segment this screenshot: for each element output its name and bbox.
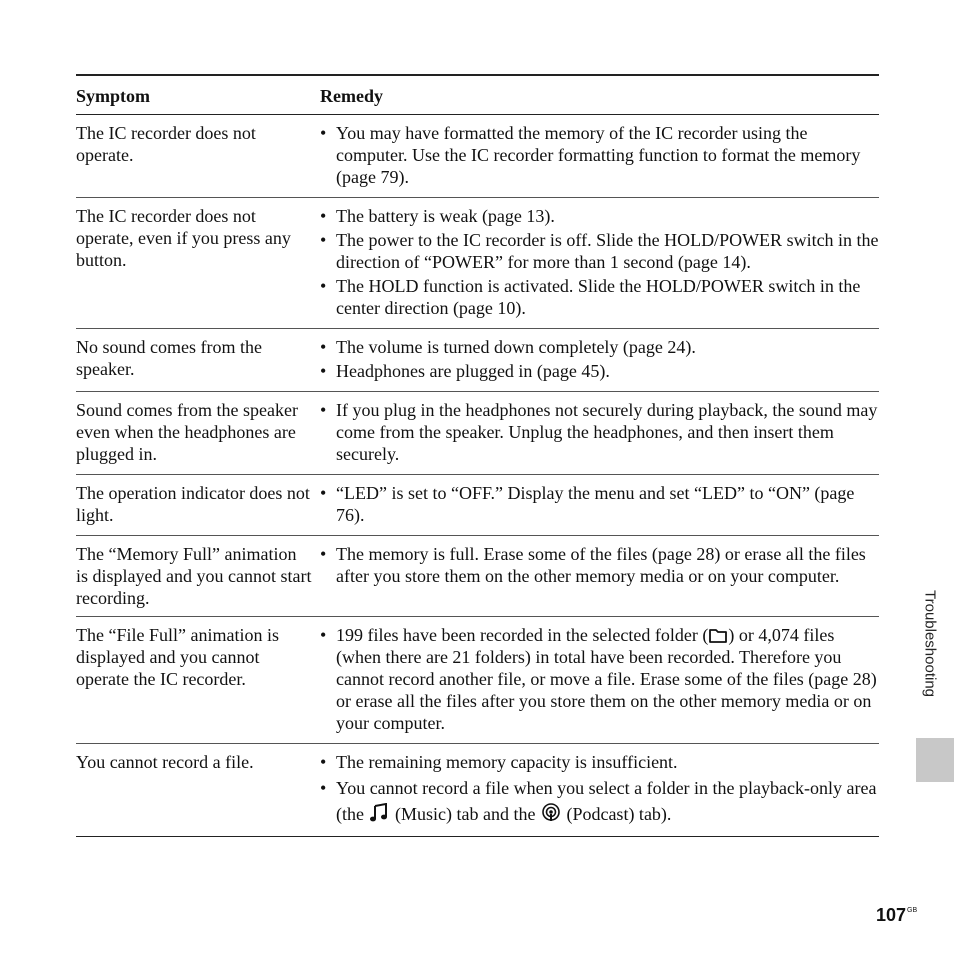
table-row: [76, 536, 879, 617]
symptom-cell: The IC recorder does not operate.: [76, 123, 256, 165]
remedy-item: • If you plug in the headphones not securely during playback, the sound may come from the speaker. Unplug the headphones, and then insert them securely.: [320, 399, 879, 465]
remedy-item: • The volume is turned down completely (page 24).: [320, 336, 879, 358]
remedy-header: Remedy: [320, 85, 383, 106]
symptom-cell: The operation indicator does not light.: [76, 483, 310, 525]
table-row: [76, 115, 879, 198]
table-header: [76, 76, 879, 115]
table-row: [76, 475, 879, 536]
table-row: [76, 617, 879, 744]
remedy-item: • You cannot record a file when you select a folder in the playback-only area (the (Music) tab and the (Podcast) tab).: [320, 775, 879, 827]
remedy-item: • The power to the IC recorder is off. Slide the HOLD/POWER switch in the direction of “POWER” for more than 1 second (page 14).: [320, 229, 879, 273]
remedy-item: • The battery is weak (page 13).: [320, 205, 879, 227]
remedy-item: • 199 files have been recorded in the selected folder ( ) or 4,074 files (when there are 21 folders) in total have been recorded. Therefore you cannot record another file, or move a file. Erase some of the files (page 28) or erase all the files after you store them on the other memory media or on your computer.: [320, 624, 879, 734]
symptom-cell: No sound comes from the speaker.: [76, 337, 262, 379]
symptom-cell: The “Memory Full” animation is displayed and you cannot start recording.: [76, 544, 312, 608]
section-tab-marker: [916, 738, 954, 782]
symptom-cell: You cannot record a file.: [76, 752, 254, 772]
table-row: [76, 744, 879, 836]
symptom-cell: Sound comes from the speaker even when the headphones are plugged in.: [76, 400, 298, 464]
remedy-item: • “LED” is set to “OFF.” Display the menu and set “LED” to “ON” (page 76).: [320, 482, 879, 526]
page-suffix: GB: [907, 907, 918, 914]
troubleshooting-table: [76, 74, 879, 837]
symptom-cell: The IC recorder does not operate, even if you press any button.: [76, 206, 291, 270]
podcast-icon: [540, 803, 562, 823]
music-note-icon: [368, 803, 390, 823]
symptom-cell: The “File Full” animation is displayed and you cannot operate the IC recorder.: [76, 625, 279, 689]
remedy-item: • The remaining memory capacity is insufficient.: [320, 751, 879, 773]
section-side-label: Troubleshooting: [921, 590, 939, 698]
remedy-item: • Headphones are plugged in (page 45).: [320, 360, 879, 382]
remedy-item: • The memory is full. Erase some of the files (page 28) or erase all the files after you store them on the other memory media or on your computer.: [320, 543, 879, 587]
table-row: [76, 329, 879, 392]
page-number: $107^{GB}$: [876, 905, 918, 925]
symptom-header: Symptom: [76, 85, 151, 106]
table-row: [76, 392, 879, 475]
remedy-item: • The HOLD function is activated. Slide the HOLD/POWER switch in the center direction (page 10).: [320, 275, 879, 319]
remedy-item: • You may have formatted the memory of the IC recorder using the computer. Use the IC recorder formatting function to format the memory (page 79).: [320, 122, 879, 188]
folder-icon: [708, 626, 728, 644]
table-row: [76, 198, 879, 329]
